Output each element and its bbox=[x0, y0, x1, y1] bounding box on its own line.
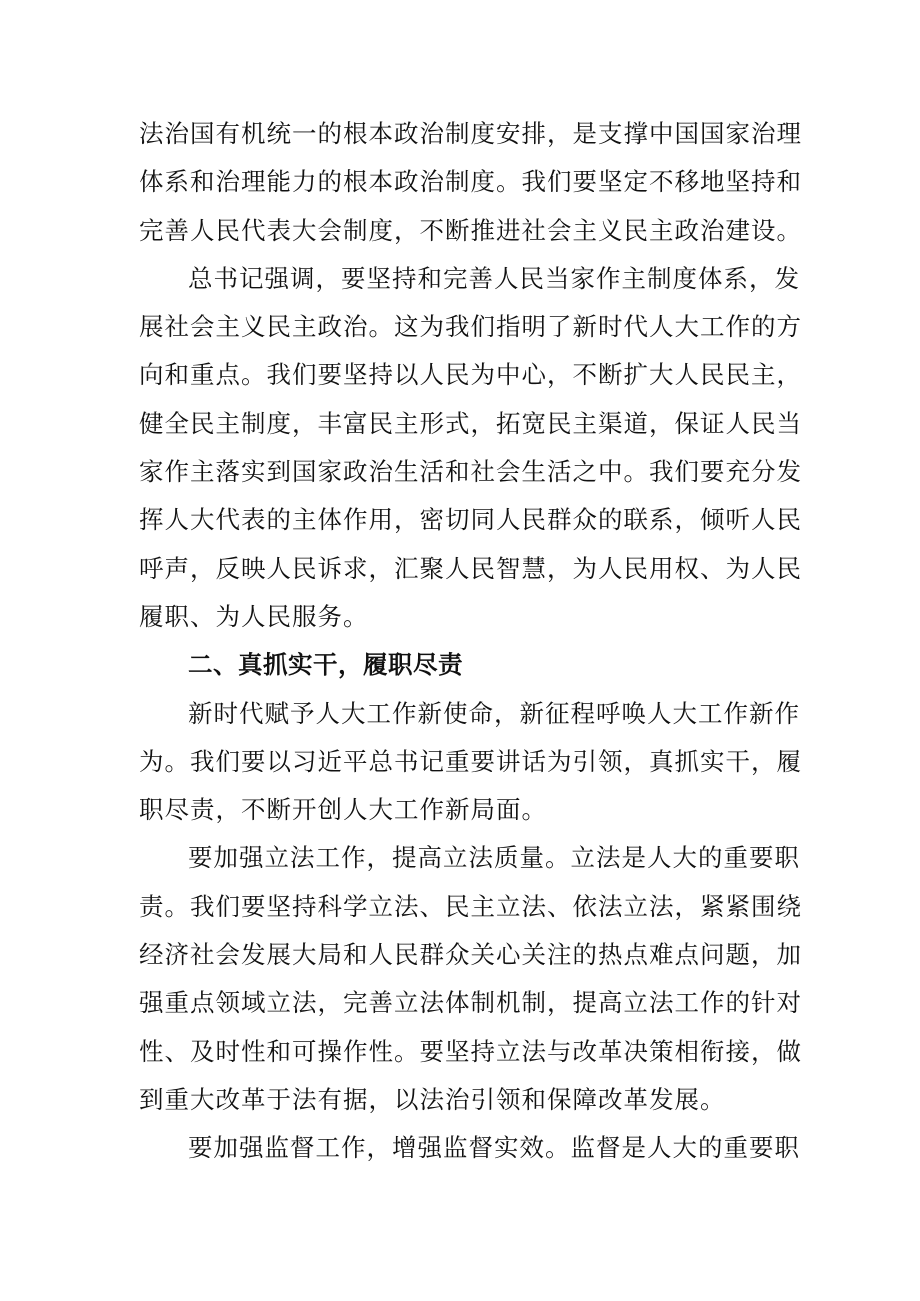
paragraph-continuation bbox=[139, 110, 802, 255]
text-line: 经济社会发展大局和人民群众关心关注的热点难点问题，加 bbox=[139, 940, 802, 970]
text-line: 责。我们要坚持科学立法、民主立法、依法立法，紧紧围绕 bbox=[139, 891, 802, 921]
text-line: 职尽责，不断开创人大工作新局面。 bbox=[139, 795, 547, 825]
text-line: 法治国有机统一的根本政治制度安排，是支撑中国国家治理 bbox=[139, 119, 802, 148]
text-line: 履职、为人民服务。 bbox=[139, 601, 369, 631]
text-line: 展社会主义民主政治。这为我们指明了新时代人大工作的方 bbox=[139, 312, 802, 342]
text-line: 为。我们要以习近平总书记重要讲话为引领，真抓实干，履 bbox=[139, 746, 802, 776]
section-heading-text: 二、真抓实干，履职尽责 bbox=[188, 650, 463, 680]
paragraph-legislation bbox=[139, 834, 802, 1124]
text-line: 强重点领域立法，完善立法体制机制，提高立法工作的针对 bbox=[139, 988, 802, 1018]
document-body bbox=[139, 110, 802, 1173]
paragraph-people-as-masters bbox=[139, 255, 802, 641]
text-line: 挥人大代表的主体作用，密切同人民群众的联系，倾听人民 bbox=[139, 505, 802, 535]
text-line: 体系和治理能力的根本政治制度。我们要坚定不移地坚持和 bbox=[139, 167, 802, 197]
text-line: 向和重点。我们要坚持以人民为中心，不断扩大人民民主， bbox=[139, 360, 802, 390]
paragraph-new-mission bbox=[139, 690, 802, 835]
text-line: 要加强立法工作，提高立法质量。立法是人大的重要职 bbox=[188, 843, 800, 873]
text-line: 要加强监督工作，增强监督实效。监督是人大的重要职 bbox=[188, 1133, 800, 1163]
text-line: 呼声，反映人民诉求，汇聚人民智慧，为人民用权、为人民 bbox=[139, 553, 802, 583]
text-line: 健全民主制度，丰富民主形式，拓宽民主渠道，保证人民当 bbox=[139, 408, 802, 438]
text-line: 性、及时性和可操作性。要坚持立法与改革决策相衔接，做 bbox=[139, 1036, 802, 1066]
text-line: 总书记强调，要坚持和完善人民当家作主制度体系，发 bbox=[188, 263, 800, 293]
text-line: 新时代赋予人大工作新使命，新征程呼唤人大工作新作 bbox=[188, 698, 800, 728]
text-line: 家作主落实到国家政治生活和社会生活之中。我们要充分发 bbox=[139, 457, 802, 487]
paragraph-supervision bbox=[139, 1124, 800, 1172]
section-heading bbox=[139, 641, 789, 689]
text-line: 完善人民代表大会制度，不断推进社会主义民主政治建设。 bbox=[139, 215, 802, 245]
text-line: 到重大改革于法有据，以法治引领和保障改革发展。 bbox=[139, 1084, 726, 1114]
